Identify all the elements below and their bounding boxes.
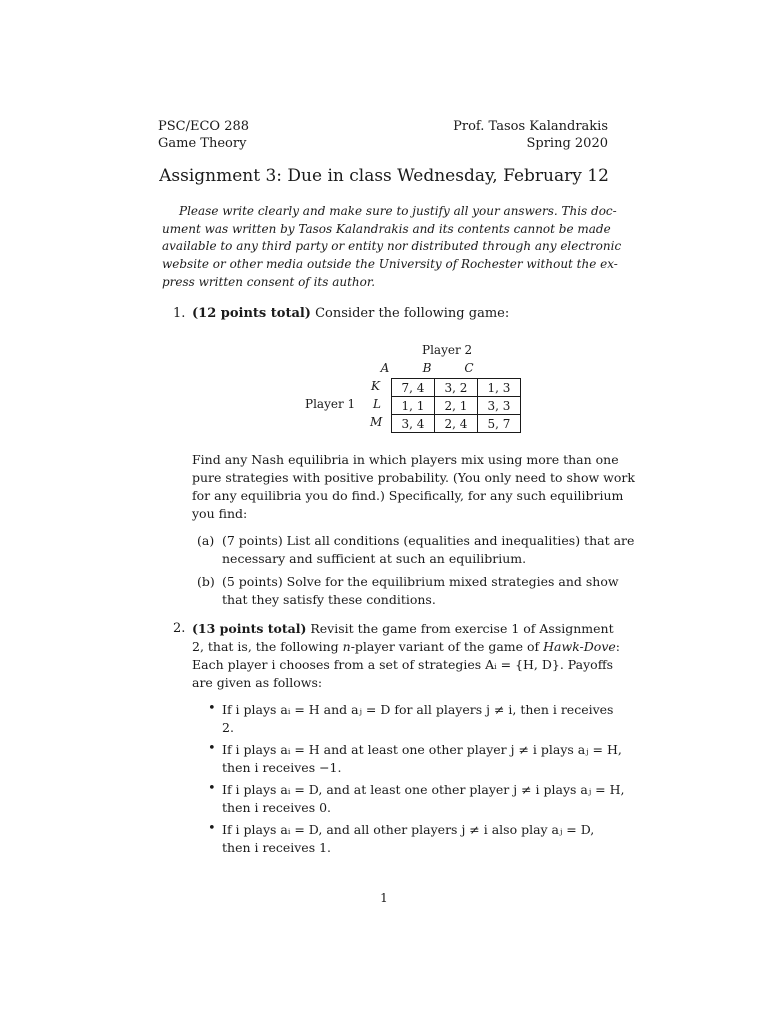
question-1-points: (12 points total) — [192, 306, 311, 321]
payoff-row — [392, 415, 521, 433]
text-line: you find: — [192, 506, 248, 521]
text-line — [192, 620, 620, 638]
bullet-item — [222, 701, 613, 737]
notice-line: Please write clearly and make sure to justify all your answers. This doc- — [179, 204, 617, 218]
term: Spring 2020 — [526, 136, 608, 151]
text-line: (7 points) List all conditions (equalities and inequalities) that are — [222, 533, 635, 548]
text-span: 2, that is, the following — [192, 639, 343, 654]
question-2-text — [192, 620, 620, 692]
question-1-number: 1. — [173, 306, 186, 321]
text-span: -player variant of the game of — [350, 639, 544, 654]
text-span: Revisit the game from exercise 1 of Assignment — [310, 621, 614, 636]
bullet-item — [222, 741, 622, 777]
payoff-matrix — [391, 378, 521, 433]
page-number: 1 — [380, 891, 388, 905]
payoff-cell: 1, 3 — [478, 379, 521, 397]
bullet-icon: • — [208, 821, 216, 836]
page-title: Assignment 3: Due in class Wednesday, February 12 — [159, 166, 609, 186]
payoff-cell: 5, 7 — [478, 415, 521, 433]
player-1-label: Player 1 — [305, 397, 356, 411]
text-line: Each player i chooses from a set of strategies Aᵢ = {H, D}. Payoffs — [192, 657, 613, 672]
payoff-cell: 3, 2 — [435, 379, 478, 397]
part-a-text — [222, 532, 634, 568]
text-line: necessary and sufficient at such an equilibrium. — [222, 551, 527, 566]
text-line: If i plays aᵢ = D, and at least one other player j ≠ i plays aⱼ = H, — [222, 782, 625, 797]
payoff-row — [392, 379, 521, 397]
text-line: pure strategies with positive probability. (You only need to show work — [192, 470, 635, 485]
column-header: B — [422, 361, 432, 375]
text-line: then i receives −1. — [222, 760, 342, 775]
payoff-cell: 3, 3 — [478, 397, 521, 415]
text-line: then i receives 0. — [222, 800, 332, 815]
text-line — [192, 638, 620, 656]
payoff-cell: 2, 1 — [435, 397, 478, 415]
text-line: If i plays aᵢ = H and aⱼ = D for all players j ≠ i, then i receives — [222, 702, 614, 717]
bullet-item — [222, 781, 624, 817]
question-1-heading — [192, 305, 509, 322]
course-name: Game Theory — [158, 136, 247, 151]
question-1-text — [192, 451, 635, 523]
payoff-cell: 3, 4 — [392, 415, 435, 433]
text-line: If i plays aᵢ = H and at least one other player j ≠ i plays aⱼ = H, — [222, 742, 622, 757]
notice-line: ument was written by Tasos Kalandrakis and its contents cannot be made — [162, 221, 611, 236]
row-header: M — [370, 415, 383, 429]
text-line: If i plays aᵢ = D, and all other players j ≠ i also play aⱼ = D, — [222, 822, 595, 837]
question-1-intro: Consider the following game: — [315, 306, 510, 321]
bullet-icon: • — [208, 701, 216, 716]
bullet-icon: • — [208, 741, 216, 756]
math-var: n — [342, 639, 351, 654]
text-line: are given as follows: — [192, 675, 323, 690]
game-column-headers — [364, 361, 490, 375]
text-span: : — [615, 639, 620, 654]
text-line: for any equilibria you do find.) Specifically, for any such equilibrium — [192, 488, 624, 503]
bullet-icon: • — [208, 781, 216, 796]
row-header: L — [373, 397, 381, 411]
part-b-text — [222, 573, 619, 609]
part-a-label: (a) — [197, 533, 215, 548]
text-line: that they satisfy these conditions. — [222, 592, 436, 607]
payoff-cell: 2, 4 — [435, 415, 478, 433]
question-2-number: 2. — [173, 621, 186, 636]
payoff-cell: 1, 1 — [392, 397, 435, 415]
text-line: Find any Nash equilibria in which players mix using more than one — [192, 452, 619, 467]
bullet-item — [222, 821, 594, 857]
professor-name: Prof. Tasos Kalandrakis — [453, 119, 608, 134]
player-2-label: Player 2 — [422, 343, 473, 357]
payoff-row — [392, 397, 521, 415]
payoff-cell: 7, 4 — [392, 379, 435, 397]
text-line: 2. — [222, 720, 234, 735]
text-line: (5 points) Solve for the equilibrium mixed strategies and show — [222, 574, 619, 589]
game-name: Hawk-Dove — [543, 639, 616, 654]
copyright-notice — [162, 203, 622, 292]
part-b-label: (b) — [197, 574, 215, 589]
question-2-points: (13 points total) — [192, 621, 307, 636]
column-header: C — [464, 361, 474, 375]
course-code: PSC/ECO 288 — [158, 119, 250, 134]
column-header: A — [380, 361, 390, 375]
row-header: K — [371, 379, 380, 393]
text-line: then i receives 1. — [222, 840, 332, 855]
notice-line: press written consent of its author. — [162, 274, 376, 289]
notice-line: available to any third party or entity nor distributed through any electronic — [162, 239, 622, 254]
notice-line: website or other media outside the University of Rochester without the ex- — [162, 257, 618, 272]
